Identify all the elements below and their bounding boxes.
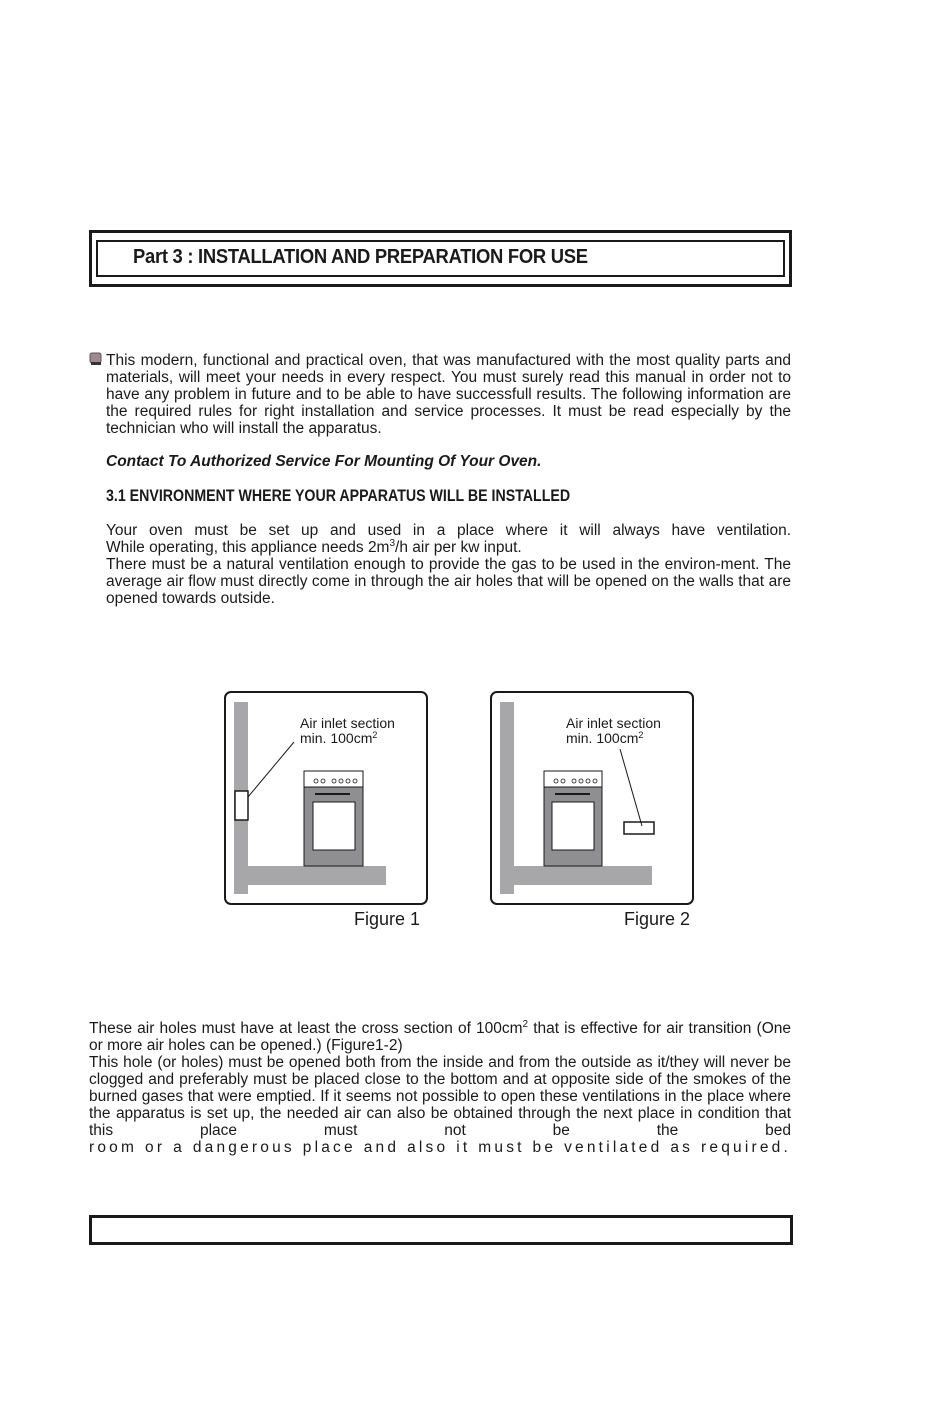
air-holes-text-end: that is effective for air transition (One or more air holes can be opened.) (Figure1-2) xyxy=(89,1020,791,1054)
air-holes-last-line: room or a dangerous place and also it must be ventilated as required. xyxy=(89,1139,791,1156)
figure-2-pointer-line xyxy=(620,749,642,826)
intro-paragraph: This modern, functional and practical oven, that was manufactured with the most quality parts and materials, will meet your needs in every respect. You must surely read this manual in order not to have any problem in future and to be able to have successfull results. The following information are the required rules for right installation and service processes. It must be read especially by the technician who will install the apparatus. xyxy=(106,352,791,437)
air-holes-paragraph xyxy=(89,1020,791,1156)
figure-2-air-inlet xyxy=(624,822,654,834)
environment-line-2-text: While operating, this appliance needs 2m xyxy=(106,539,390,556)
environment-paragraph-2: There must be a natural ventilation enough to provide the gas to be used in the environ-ment. The average air flow must directly come in through the air holes that will be opened on the walls that are opened towards outside. xyxy=(106,556,791,607)
figure-1-pointer-line xyxy=(248,742,294,797)
figure-2-oven xyxy=(544,771,602,866)
section-3-1-heading: 3.1 ENVIRONMENT WHERE YOUR APPARATUS WILL BE INSTALLED xyxy=(106,487,571,505)
environment-line-2-sup: 3 xyxy=(389,537,396,549)
environment-line-2-tail: /h air per kw input. xyxy=(395,539,522,556)
figure-1 xyxy=(225,692,427,904)
section-title: Part 3 : INSTALLATION AND PREPARATION FOR USE xyxy=(133,246,588,268)
figure-2 xyxy=(491,692,693,904)
air-holes-sup: 2 xyxy=(522,1018,529,1030)
air-holes-second-paragraph: This hole (or holes) must be opened both from the inside and from the outside as it/they will never be clogged and preferably must be placed close to the bottom and at opposite side of the smokes of the burned gases that were emptied. If it seems not possible to open these ventilations in the place where the apparatus is set up, the needed air can also be obtained through the next place in condition that this place must not be the bed xyxy=(89,1054,791,1139)
environment-line-1: Your oven must be set up and used in a place where it will always have ventilation. xyxy=(106,522,791,539)
air-holes-text-start: These air holes must have at least the cross section of 100cm xyxy=(89,1020,523,1037)
figure-1-label-line-1: Air inlet section xyxy=(300,715,395,731)
contact-service-note: Contact To Authorized Service For Mounting Of Your Oven. xyxy=(106,453,542,470)
figure-1-oven xyxy=(304,771,363,866)
figure-1-floor xyxy=(234,866,386,885)
figure-2-label-line-2: min. $100cm^2$ xyxy=(566,730,644,746)
figure-1-label-line-2: min. $100cm^2$ xyxy=(300,730,378,746)
figure-1-caption: Figure 1 xyxy=(354,909,421,929)
figure-2-floor xyxy=(500,866,652,885)
figure-2-caption: Figure 2 xyxy=(624,909,691,929)
air-holes-first-sentence xyxy=(89,1020,791,1054)
figure-1-air-inlet xyxy=(235,791,248,820)
page-footer-box xyxy=(89,1215,793,1245)
figure-2-wall xyxy=(500,702,514,894)
figure-2-label-line-1: Air inlet section xyxy=(566,715,661,731)
